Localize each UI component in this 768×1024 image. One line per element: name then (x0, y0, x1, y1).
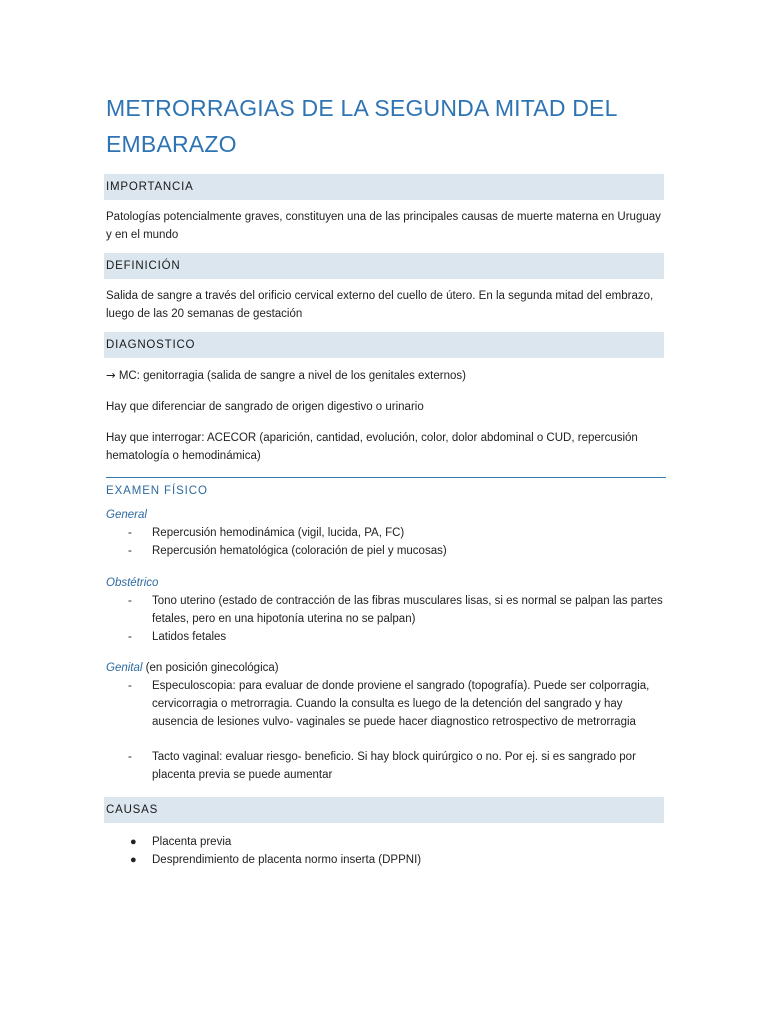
section-heading-importancia (104, 174, 664, 200)
right-arrow-icon: → (106, 368, 116, 382)
dash-marker: - (128, 545, 132, 557)
section-heading-definicion (104, 253, 664, 279)
list-item-text: Repercusión hematológica (coloración de piel y mucosas) (152, 545, 447, 557)
list-causas (106, 833, 666, 869)
dash-marker: - (128, 595, 132, 607)
list-item-text: Repercusión hemodinámica (vigil, lucida, PA, FC) (152, 527, 405, 539)
document-page (106, 90, 666, 869)
list-item-text: Desprendimiento de placenta normo inserta (DPPNI) (152, 854, 422, 866)
dash-marker: - (128, 631, 132, 643)
diagnostico-paragraph-1 (106, 366, 666, 385)
list-obstetrico (106, 592, 666, 646)
list-item-text: Especuloscopia: para evaluar de donde proviene el sangrado (topografía). Puede ser colporragia, cervicorragia o metrorragia. Cuando la consulta es luego de la detención del sangrado y hay ausencia de lesiones vulvo- vaginales se puede hacer diagnostico retrospectivo de metrorragia (152, 680, 650, 728)
list-item-text: Tono uterino (estado de contracción de las fibras musculares lisas, si es normal se palpan las partes fetales, pero en una hipotonía uterina no se palpan) (152, 595, 663, 625)
list-genital (106, 677, 666, 784)
bullet-icon: ● (130, 854, 137, 866)
label-genital-rest: (en posición ginecológica) (142, 662, 279, 674)
diagnostico-paragraph-2: Hay que diferenciar de sangrado de origen digestivo o urinario (106, 401, 424, 413)
section-heading-text: IMPORTANCIA (106, 181, 194, 193)
section-heading-text: CAUSAS (106, 804, 159, 816)
list-item (106, 628, 666, 646)
diagnostico-mc-text: MC: genitorragia (salida de sangre a nivel de los genitales externos) (118, 370, 466, 382)
list-item (106, 524, 666, 542)
dash-marker: - (128, 680, 132, 692)
page-title (106, 90, 666, 162)
examen-fisico-rule (106, 477, 666, 478)
title-line-1: METRORRAGIAS DE LA SEGUNDA MITAD DEL (106, 95, 618, 121)
section-heading-diagnostico (104, 332, 664, 358)
label-genital-italic: Genital (106, 662, 143, 674)
list-item-text: Latidos fetales (152, 631, 227, 643)
dash-marker: - (128, 751, 132, 763)
list-item (106, 851, 666, 869)
list-item (106, 542, 666, 560)
label-general: General (106, 509, 147, 521)
list-general (106, 524, 666, 560)
title-line-2: EMBARAZO (106, 131, 237, 157)
bullet-icon: ● (130, 836, 137, 848)
list-item (106, 592, 666, 628)
list-item-text: Tacto vaginal: evaluar riesgo- beneficio. Si hay block quirúrgico o no. Por ej. si es sangrado por placenta previa se puede aumentar (152, 751, 636, 781)
dash-marker: - (128, 527, 132, 539)
section-heading-text: DEFINICIÓN (106, 260, 181, 272)
label-genital (106, 659, 666, 677)
list-item (106, 833, 666, 851)
label-obstetrico: Obstétrico (106, 577, 159, 589)
definicion-paragraph: Salida de sangre a través del orificio cervical externo del cuello de útero. En la segunda mitad del embrazo, luego de las 20 semanas de gestación (106, 290, 654, 320)
list-item-text: Placenta previa (152, 836, 232, 848)
subheading-examen-fisico: EXAMEN FÍSICO (106, 485, 208, 497)
section-heading-causas (104, 797, 664, 823)
diagnostico-paragraph-3: Hay que interrogar: ACECOR (aparición, cantidad, evolución, color, dolor abdominal o CUD, repercusión hematología o hemodinámica) (106, 432, 638, 462)
list-item (106, 748, 666, 784)
section-heading-text: DIAGNOSTICO (106, 339, 196, 351)
list-item (106, 677, 666, 731)
importancia-paragraph: Patologías potencialmente graves, constituyen una de las principales causas de muerte materna en Uruguay y en el mundo (106, 211, 661, 241)
